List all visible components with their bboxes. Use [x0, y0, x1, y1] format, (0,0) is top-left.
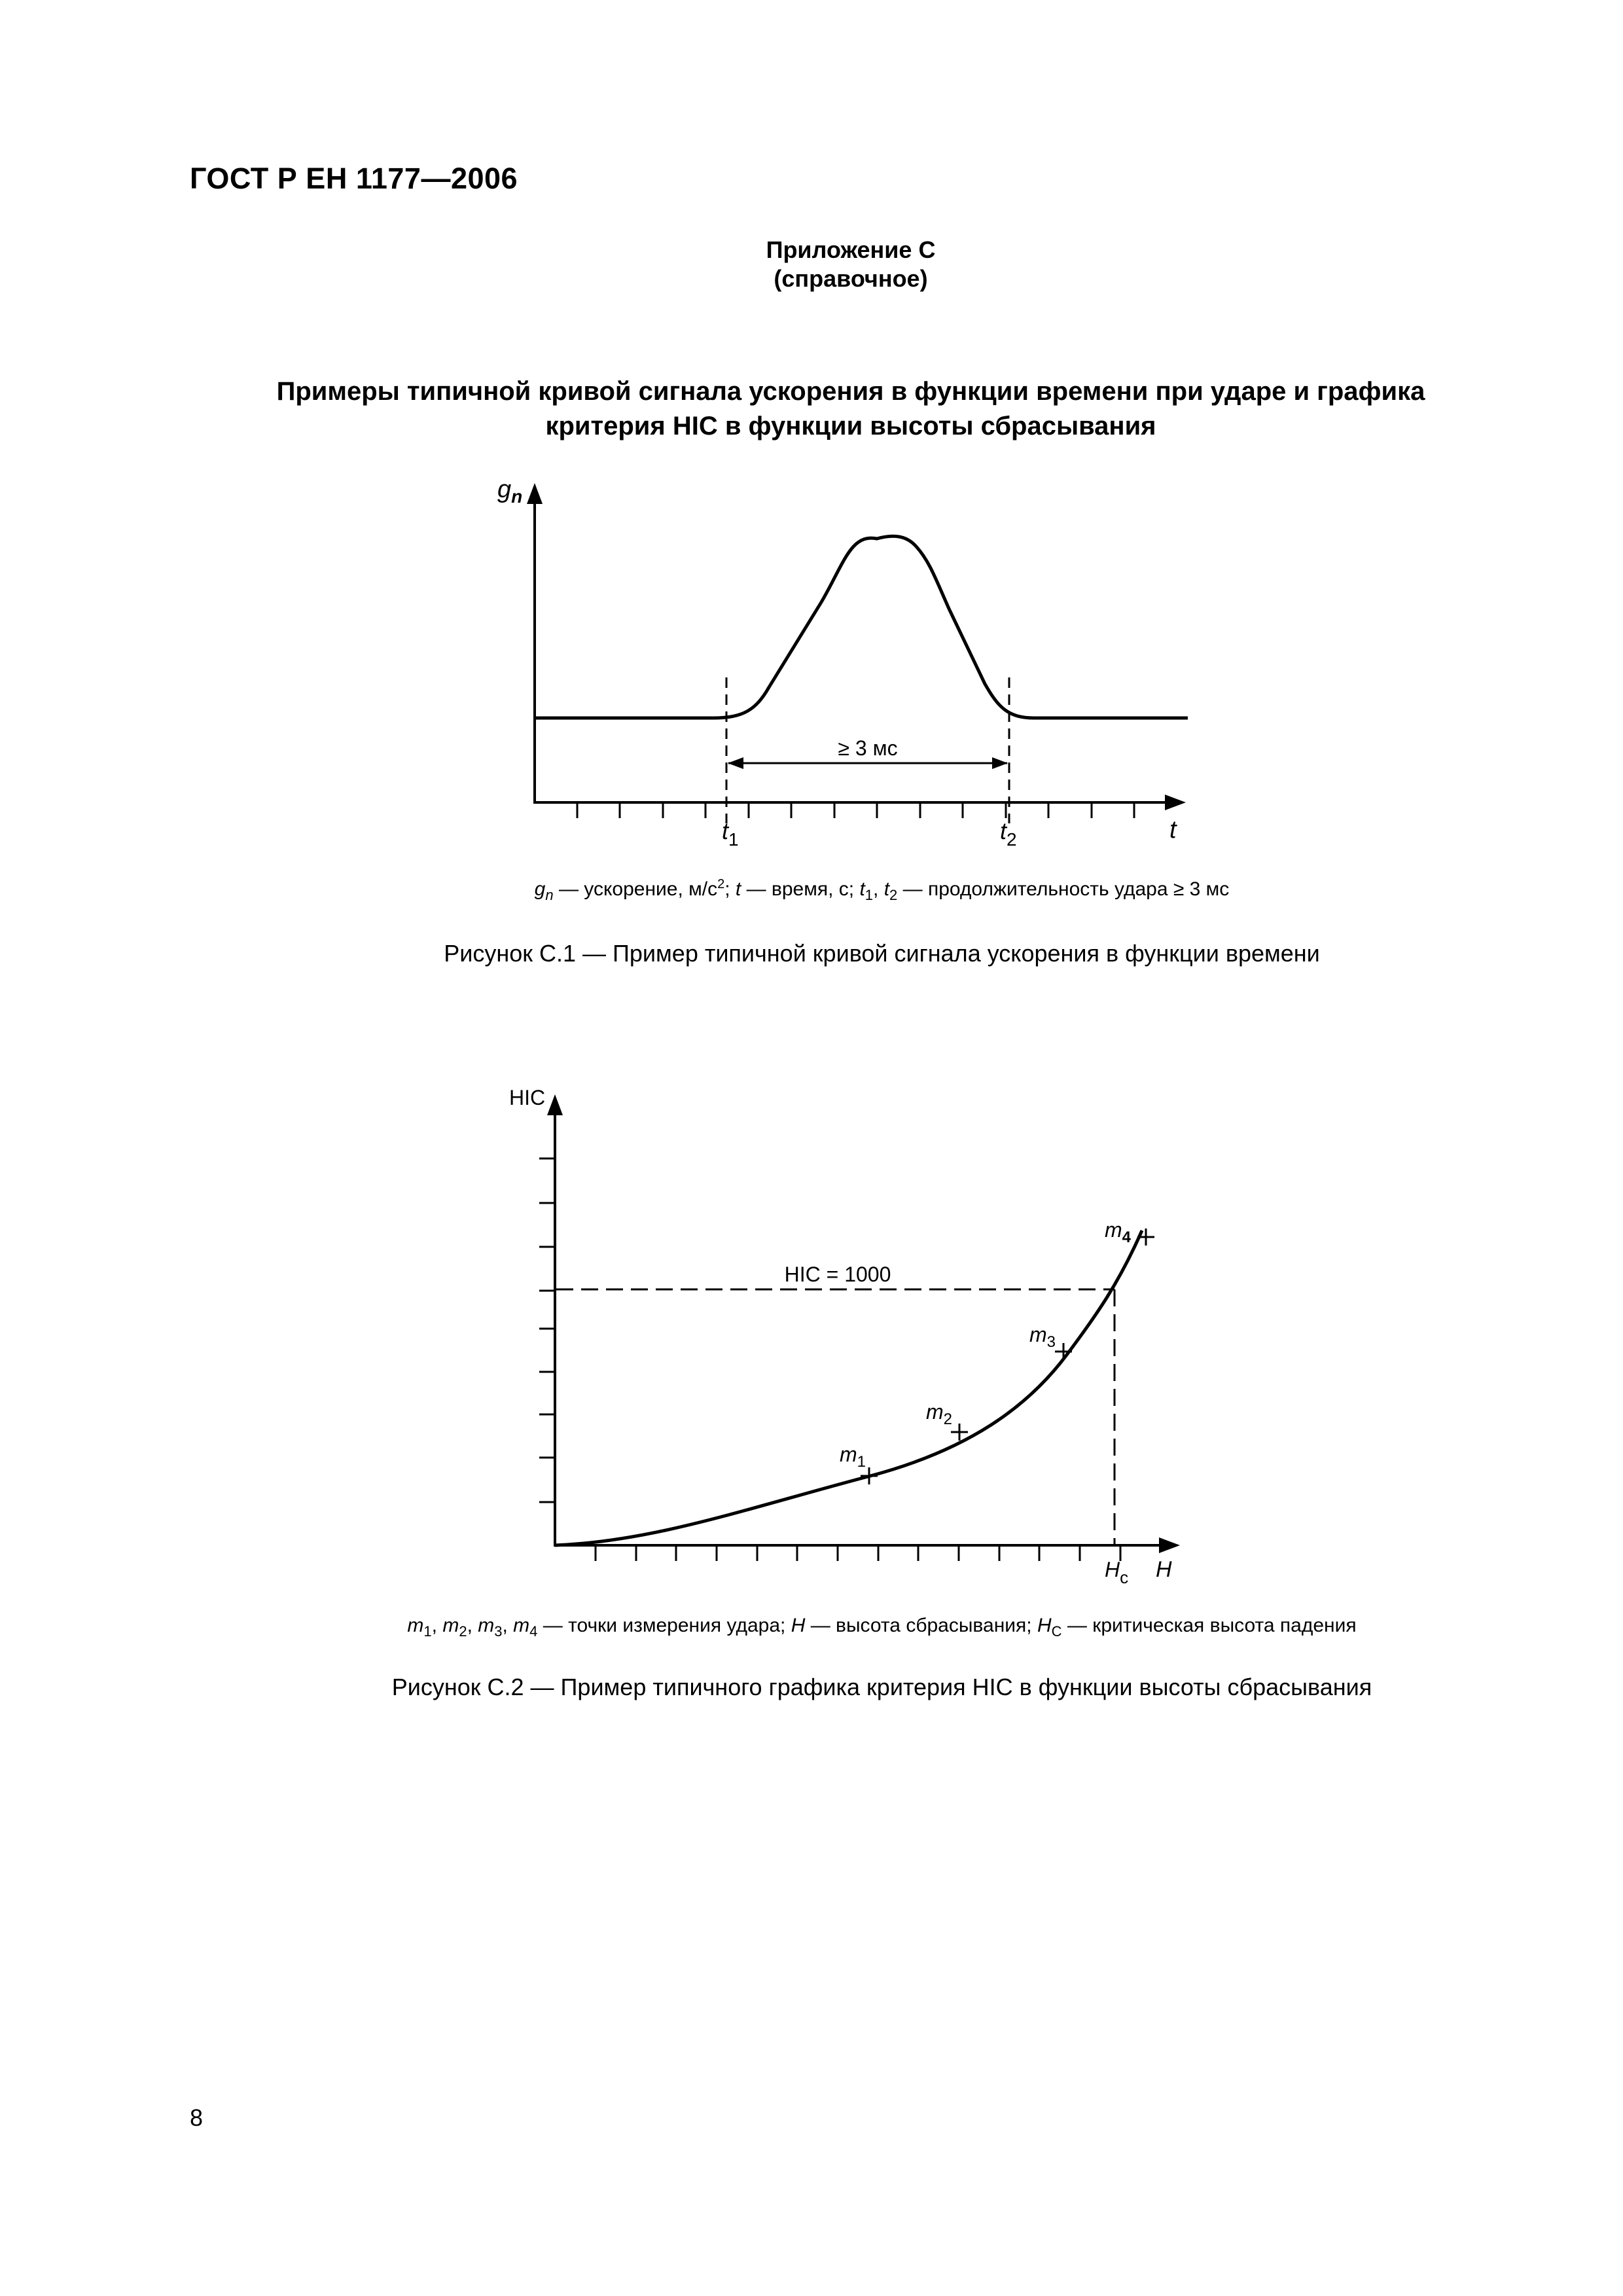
m4-label: $m_4$	[1105, 1218, 1132, 1246]
fig2-y-axis-arrow	[547, 1094, 563, 1115]
document-code: ГОСТ Р ЕН 1177—2006	[190, 162, 518, 195]
fig2-y-axis-label: HIC	[509, 1086, 546, 1109]
page-number: 8	[190, 2104, 204, 2131]
acceleration-curve	[535, 536, 1188, 718]
figure-1-legend: $g_n$ — ускорение, $м/с^2$; t — время, с; $t_1$, $t_2$ — продолжительность удара ≥ 3 мс	[534, 877, 1230, 903]
fig2-x-axis-label: H	[1156, 1557, 1172, 1582]
figure-2-legend: $m_1$, $m_2$, $m_3$, $m_4$ — точки измерения удара; H — высота сбрасывания; $H_C$ — критическая высота падения	[407, 1615, 1357, 1640]
m2-label: $m_2$	[926, 1400, 953, 1428]
measurement-point-m3	[1055, 1343, 1072, 1360]
section-title-line-1: Примеры типичной кривой сигнала ускорения в функции времени при ударе и графика	[276, 377, 1425, 406]
fig1-t2-label: $t_2$	[1000, 817, 1017, 850]
section-title-line-2: критерия HIC в функции высоты сбрасывания	[545, 412, 1156, 440]
figure-1-caption: Рисунок С.1 — Пример типичной кривой сигнала ускорения в функции времени	[444, 940, 1320, 967]
m3-label: $m_3$	[1029, 1323, 1056, 1351]
fig1-y-axis-arrow	[527, 483, 543, 504]
annex-type: (справочное)	[774, 265, 928, 292]
fig1-x-axis-arrow	[1165, 795, 1186, 810]
figure-2-caption: Рисунок С.2 — Пример типичного графика критерия HIC в функции высоты сбрасывания	[391, 1674, 1372, 1700]
fig2-x-ticks	[596, 1545, 1120, 1561]
fig1-y-axis-label: $g_n$	[497, 476, 523, 507]
fig1-t1-label: $t_1$	[722, 817, 739, 850]
duration-label: ≥ 3 мс	[838, 736, 898, 760]
fig1-x-axis-label: t	[1169, 816, 1177, 844]
m1-label: $m_1$	[840, 1443, 866, 1471]
fig2-x-axis-arrow	[1159, 1537, 1180, 1553]
hic-1000-label: HIC = 1000	[784, 1263, 891, 1286]
fig2-y-ticks	[539, 1158, 555, 1502]
fig2-hc-label: $H_c$	[1105, 1558, 1129, 1587]
fig1-x-ticks	[577, 802, 1134, 818]
annex-title: Приложение С	[766, 236, 936, 263]
